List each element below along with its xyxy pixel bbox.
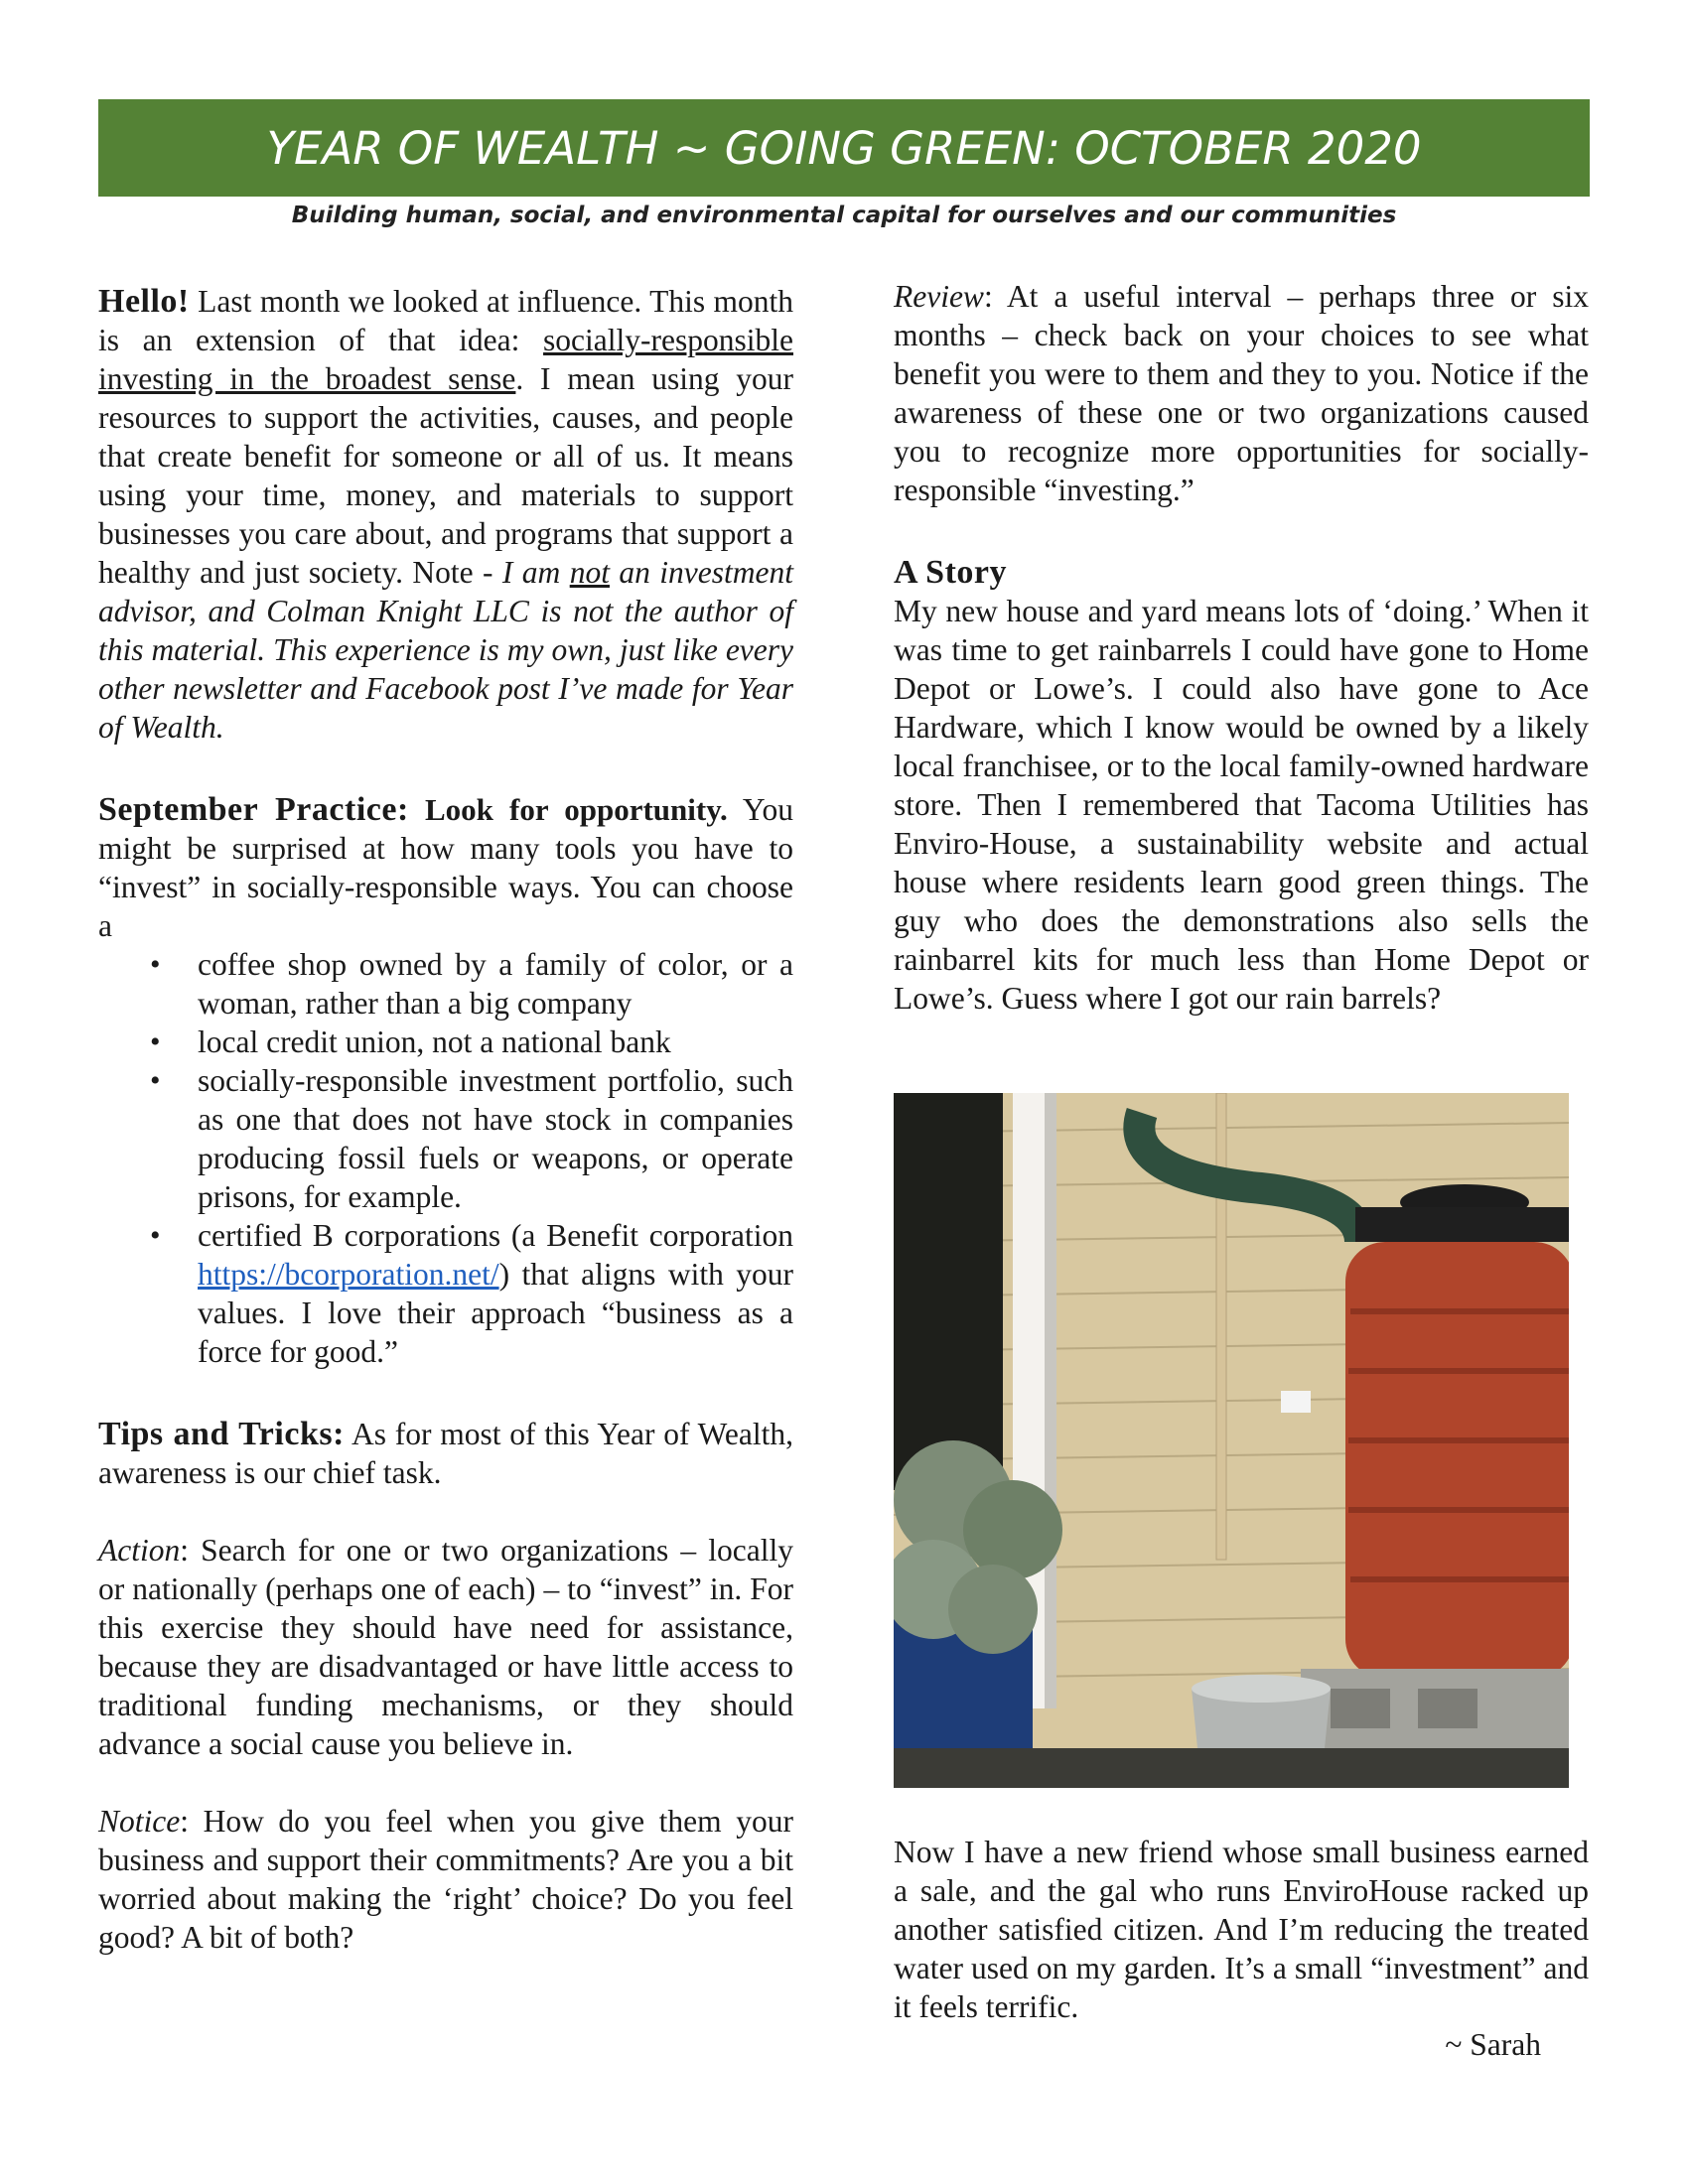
september-text: You might be surprised at how many tools you have to “invest” in socially-responsible ways. You can choose a [98, 792, 793, 943]
tips-heading: Tips and Tricks: [98, 1416, 345, 1452]
title-banner [98, 99, 1590, 197]
bcorp-text-b: ) that aligns with your values. I love their approach “business as a force for good.” [198, 1257, 793, 1369]
bcorp-text-a: certified B corporations (a Benefit corporation [198, 1218, 793, 1253]
september-section [98, 790, 793, 945]
notice-text: : How do you feel when you give them your business and support their commitments? Are you a bit worried about making the ‘right’ choice? Do you feel good? A bit of both? [98, 1804, 793, 1955]
tips-section [98, 1415, 793, 1492]
intro-text-b: . I mean using your resources to support the activities, causes, and people that create benefit for someone or all of us. It means using your time, money, and materials to support businesses you care about, and programs that support a healthy and just society. Note - [98, 361, 793, 590]
story-paragraph: My new house and yard means lots of ‘doing.’ When it was time to get rainbarrels I could have gone to Home Depot or Lowe’s. I could also have gone to Ace Hardware, which I know would be owned by a likely local franchisee, or to the local family-owned hardware store. Then I remembered that Tacoma Utilities has Enviro-House, a sustainability website and actual house where residents learn good green things. The guy who does the demonstrations also sells the rainbarrel kits for much less than Home Depot or Lowe’s. Guess where I got our rain barrels? [894, 594, 1589, 1016]
tips-text: As for most of this Year of Wealth, awareness is our chief task. [98, 1417, 793, 1490]
closing-paragraph: Now I have a new friend whose small business earned a sale, and the gal who runs EnviroHouse racked up another satisfied citizen. And I’m reducing the treated water used on my garden. It’s a small “investment” and it feels terrific. [894, 1835, 1589, 2024]
list-item: • local credit union, not a national bank [98, 1023, 793, 1061]
story-closing [894, 1833, 1589, 2026]
signature: ~ Sarah [1445, 2027, 1541, 2062]
newsletter-subtitle: Building human, social, and environmental capital for ourselves and our communities [291, 203, 1397, 228]
rain-barrel-image [894, 1093, 1569, 1788]
review-text: : At a useful interval – perhaps three or six months – check back on your choices to see what benefit you were to them and they to you. Notice if the awareness of these one or two organizations caused you to recognize more opportunities for socially-responsible “investing.” [894, 279, 1589, 507]
disclaimer-b: an investment advisor, and Colman Knight LLC is not the author of this material. This experience is my own, just like every other newsletter and Facebook post I’ve made for Year of Wealth. [98, 555, 793, 745]
list-item: • socially-responsible investment portfolio, such as one that does not have stock in companies producing fossil fuels or weapons, or operate prisons, for example. [98, 1061, 793, 1216]
right-column [894, 277, 1589, 1018]
september-subheading: Look for opportunity. [408, 792, 728, 827]
intro-paragraph [98, 282, 793, 747]
action-text: : Search for one or two organizations – locally or nationally (perhaps one of each) – to “invest” in. For this exercise they should have need for assistance, because they are disadvantaged or have little access to traditional funding mechanisms, or they should advance a social cause you believe in. [98, 1533, 793, 1761]
notice-label: Notice [98, 1804, 181, 1839]
list-item [98, 1216, 793, 1371]
disclaimer-not: not [569, 555, 610, 590]
notice-paragraph [98, 1802, 793, 1957]
list-item: • coffee shop owned by a family of color, or a woman, rather than a big company [98, 945, 793, 1023]
opportunity-list [98, 945, 793, 1371]
intro-underlined-phrase: socially-responsible investing in the broadest sense [98, 323, 793, 396]
disclaimer-a: I am [501, 555, 570, 590]
action-paragraph [98, 1531, 793, 1763]
left-column [98, 282, 793, 1957]
story-heading: A Story [894, 554, 1007, 591]
action-label: Action [98, 1533, 181, 1568]
review-label: Review [894, 279, 984, 314]
rain-barrel-photo [894, 1093, 1569, 1788]
newsletter-title: YEAR OF WEALTH ~ GOING GREEN: OCTOBER 2020 [266, 121, 1422, 175]
bcorp-link[interactable]: https://bcorporation.net/ [198, 1257, 499, 1292]
intro-text-a: Last month we looked at influence. This month is an extension of that idea: [98, 284, 793, 357]
review-paragraph [894, 277, 1589, 509]
greeting-heading: Hello! [98, 283, 190, 320]
september-heading: September Practice: [98, 791, 409, 828]
